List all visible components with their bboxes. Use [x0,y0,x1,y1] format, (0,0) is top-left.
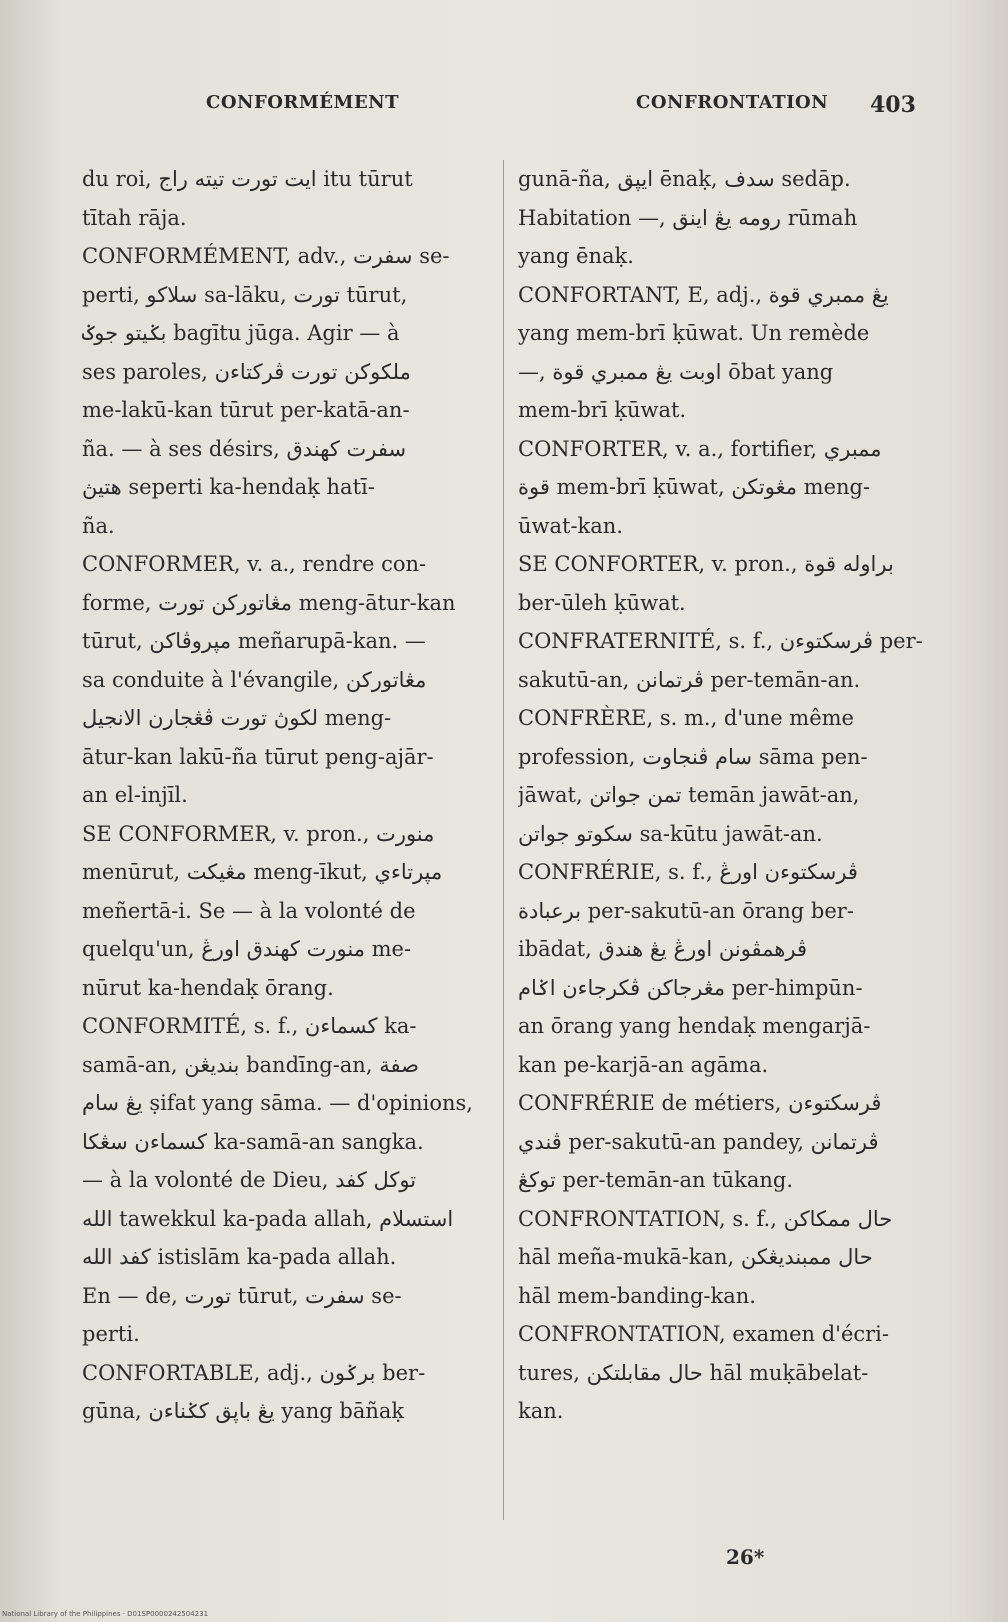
entry-line: يڠ سام ṣifat yang sāma. — d'opinions, [82,1091,473,1115]
entry-line: me-lakū-kan tūrut per-katā-an- [82,398,410,422]
entry-line: du roi, ايت تورت تيته راج itu tūrut [82,167,413,191]
entry-line: توكڠ per-temān-an tūkang. [518,1168,794,1192]
entry-line: gunā-ña, ايڽق ēnaḳ, سدف sedāp. [518,167,851,191]
page-number: 403 [870,92,916,118]
entry-line: ibādat, ڤرهمڤونن اورڠ يڠ هندق [518,937,808,961]
entry-line: CONFRÈRE, s. m., d'une même [518,706,854,730]
entry-line: مڠرجاكن ڤكرجاءن اݢام per-himpūn- [518,975,863,1000]
entry-line: SE CONFORTER, v. pron., براوله قوة [518,552,894,576]
entry-line: سكوتو جواتن sa-kūtu jawāt-an. [518,821,823,846]
entry-line: menūrut, مڠيكت meng-īkut, مڽرتاءي [82,860,443,884]
entry-line: CONFORTER, v. a., fortifier, ممبري [518,436,882,461]
left-column [82,160,487,1431]
entry-line: برعبادة per-sakutū-an ōrang ber- [518,898,854,923]
entry-line: CONFORTABLE, adj., برݢون ber- [82,1360,426,1385]
entry-line: samā-an, بنديڠن bandīng-an, صفة [82,1052,419,1077]
entry-line: tures, حال مقابلتكن hāl muḳābelat- [518,1360,869,1385]
entry-line: an el-injīl. [82,783,188,807]
entry-line: ڤندي per-sakutū-an pandey, ڤرتمانن [518,1129,879,1154]
entry-line: ña. [82,513,115,538]
entry-line: gūna, يڠ باڽق كݢناءن yang bāñaḳ [82,1399,405,1423]
entry-line: yang ēnaḳ. [518,244,634,268]
entry-line: لكوڽ تورت ڤڠجارن الانجيل meng- [82,706,392,730]
entry-line: ses paroles, ملكوكن تورت ڤركتاءن [82,359,411,384]
entry-line: kan. [518,1399,564,1423]
entry-line: CONFRATERNITÉ, s. f., ڤرسكتوءن per- [518,629,923,653]
entry-line: كفد الله istislām ka-pada allah. [82,1245,397,1269]
entry-line: قوة mem-brī ḳūwat, مڠوتكن meng- [518,475,871,499]
entry-line: CONFRÉRIE, s. f., ڤرسكتوءن اورڠ [518,860,858,884]
entry-line: tūrut, مڽروڤاكن meñarupā-kan. — [82,629,426,653]
entry-line: CONFORMÉMENT, adv., سفرت se- [82,244,450,268]
entry-line: mem-brī ḳūwat. [518,398,687,422]
entry-line: ber-ūleh ḳūwat. [518,590,686,615]
entry-line: CONFORMITÉ, s. f., كسماءن ka- [82,1014,417,1038]
column-divider [503,160,504,1520]
entry-line: jāwat, تمن جواتن temān jawāt-an, [518,783,860,807]
entry-line: perti. [82,1322,140,1346]
right-column [518,160,923,1431]
entry-line: tītah rāja. [82,205,187,230]
entry-line: الله tawekkul ka-pada allah, استسلام [82,1206,454,1231]
entry-line: profession, سام ڤنجاوت sāma pen- [518,744,868,769]
folio-mark: 26* [726,1545,765,1569]
entry-line: CONFORMER, v. a., rendre con- [82,552,427,576]
entry-line: meñertā-i. Se — à la volonté de [82,898,416,923]
entry-line: sakutū-an, ڤرتمانن per-temān-an. [518,667,861,692]
running-header-right: CONFRONTATION [636,92,829,113]
entry-line: CONFRÉRIE de métiers, ڤرسكتوءن [518,1091,882,1115]
entry-line: ātur-kan lakū-ña tūrut peng-ajār- [82,744,434,769]
entry-line: CONFORTANT, E, adj., يڠ ممبري قوة [518,282,889,307]
entry-line: kan pe-karjā-an agāma. [518,1052,769,1077]
entry-line: —, اوبت يڠ ممبري قوة ōbat yang [518,359,834,384]
entry-line: كسماءن سڠكا ka-samā-an sangka. [82,1129,424,1154]
entry-line: ūwat-kan. [518,513,623,538]
entry-line: an ōrang yang hendaḳ mengarjā- [518,1014,871,1038]
entry-line: quelqu'un, منورت كهندق اورڠ me- [82,937,412,961]
entry-line: En — de, تورت tūrut, سفرت se- [82,1283,402,1308]
entry-line: forme, مڠاتوركن تورت meng-ātur-kan [82,590,456,615]
entry-line: hāl mem-banding-kan. [518,1283,756,1308]
entry-line: hāl meña-mukā-kan, حال ممبنديڠكن [518,1245,873,1269]
entry-line: Habitation —, رومه يڠ اينق rūmah [518,205,858,230]
running-header-left: CONFORMÉMENT [206,92,400,113]
entry-line: perti, سلاكو sa-lāku, تورت tūrut, [82,282,408,307]
entry-line: CONFRONTATION, s. f., حال ممكاكن [518,1206,893,1231]
entry-line: sa conduite à l'évangile, مڠاتوركن [82,667,427,692]
entry-line: nūrut ka-hendaḳ ōrang. [82,975,334,1000]
library-footer: National Library of the Philippines · D01SP0000242504231 [2,1610,209,1618]
entry-line: هتيڽ seperti ka-hendaḳ hatī- [82,475,375,499]
entry-line: بݢيتو جوݢ bagītu jūga. Agir — à [82,321,400,345]
entry-line: yang mem-brī ḳūwat. Un remède [518,321,870,345]
entry-line: CONFRONTATION, examen d'écri- [518,1322,889,1346]
entry-line: ña. — à ses désirs, سفرت كهندق [82,436,407,461]
entry-line: — à la volonté de Dieu, توكل كفد [82,1168,417,1192]
entry-line: SE CONFORMER, v. pron., منورت [82,821,435,846]
